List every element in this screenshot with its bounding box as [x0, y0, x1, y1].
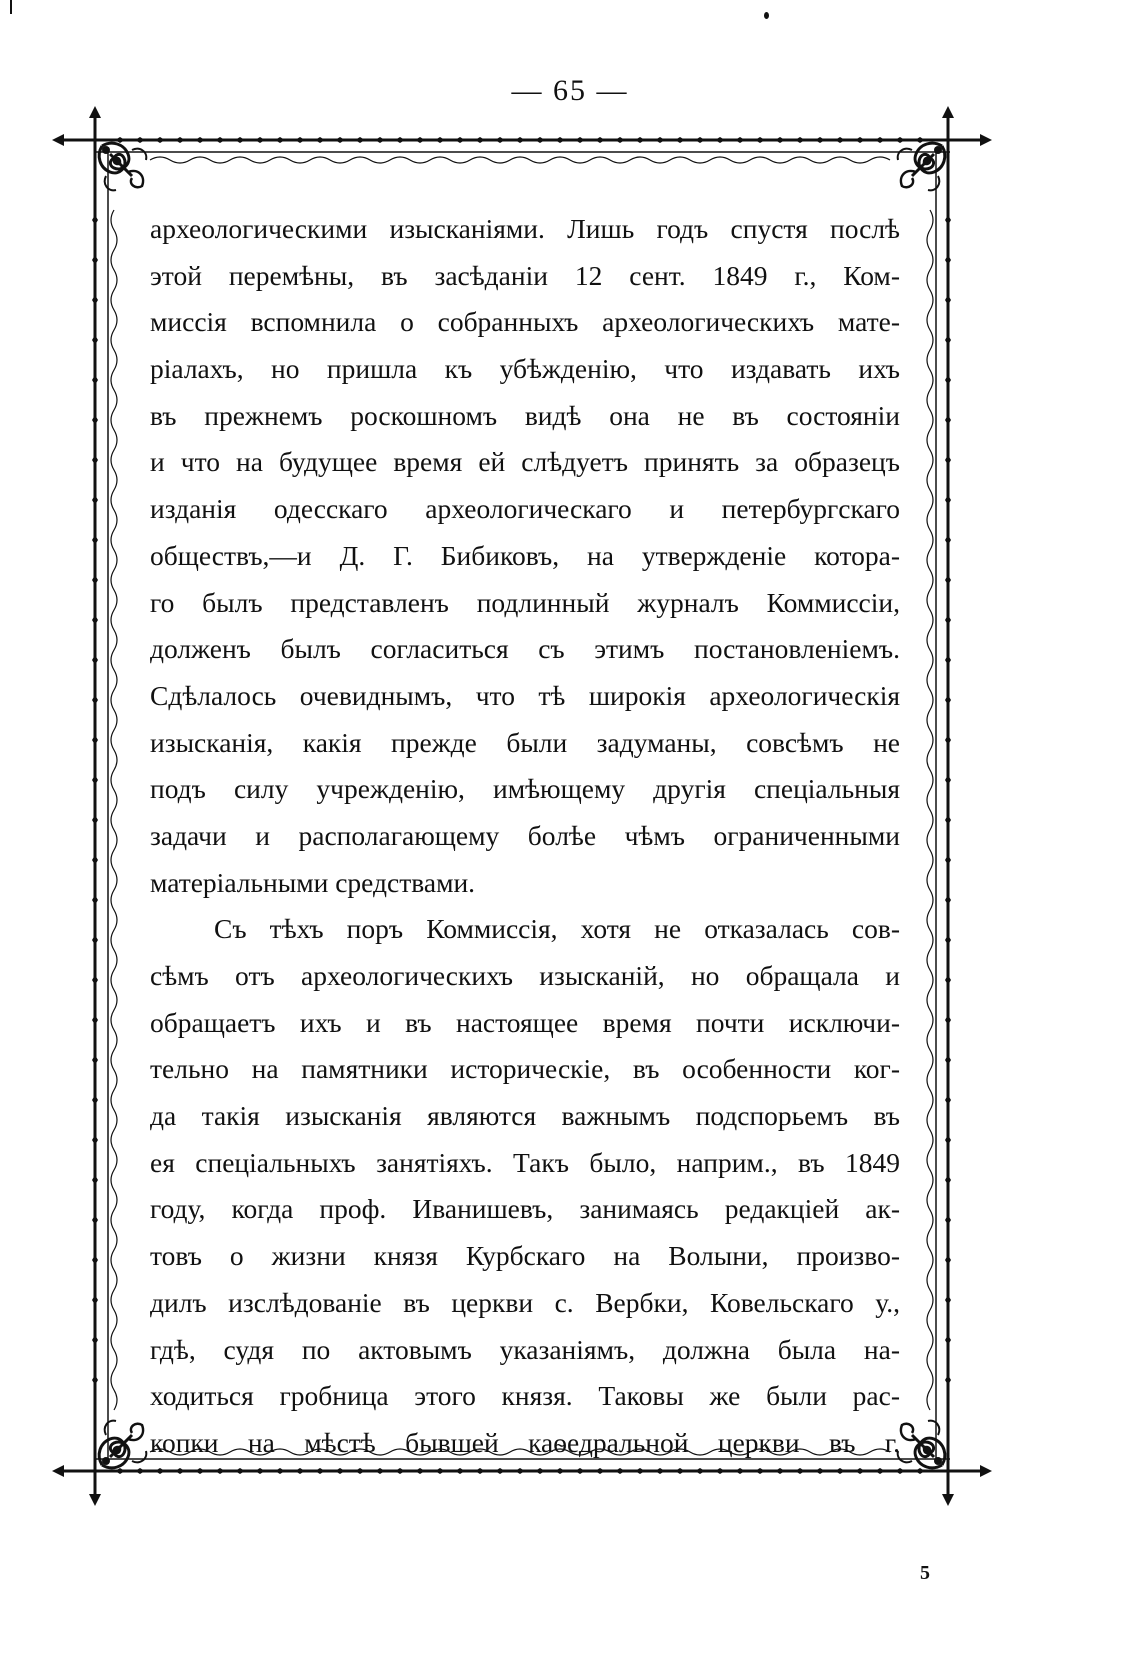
text-line: матеріальными средствами.	[150, 866, 476, 898]
text-line: въ прежнемъ роскошномъ видѣ она не въ состояніи	[150, 399, 900, 431]
left-rule	[95, 112, 108, 1500]
paragraph-start-line: Съ тѣхъ поръ Коммиссія, хотя не отказалась сов-	[214, 913, 900, 945]
text-line: гдѣ, судя по актовымъ указаніямъ, должна была на-	[150, 1333, 900, 1365]
body-text	[150, 206, 900, 1467]
text-line: изданія одесскаго археологическаго и петербургскаго	[150, 493, 900, 525]
text-line: миссія вспомнила о собранныхъ археологическихъ мате-	[150, 306, 900, 338]
text-line: тельно на памятники историческіе, въ особенности ког-	[150, 1053, 900, 1085]
inner-wave-top	[150, 157, 890, 163]
text-line: обращаетъ ихъ и въ настоящее время почти исключи-	[150, 1006, 900, 1038]
top-rule	[58, 140, 986, 152]
text-line: долженъ былъ согласиться съ этимъ постановленіемъ.	[150, 633, 900, 665]
text-line: го былъ представленъ подлинный журналъ Коммиссіи,	[150, 586, 900, 618]
text-line: году, когда проф. Иванишевъ, занимаясь редакціей ак-	[150, 1193, 900, 1225]
text-line: ея спеціальныхъ занятіяхъ. Такъ было, наприм., въ 1849	[150, 1146, 900, 1178]
corner-ornament-top-left	[99, 143, 146, 190]
printer-signature-mark: 5	[920, 1562, 930, 1584]
page-number: — 65 —	[511, 74, 629, 107]
text-line: ходиться гробница этого князя. Таковы же были рас-	[150, 1380, 900, 1412]
corner-ornament-bottom-right	[898, 1421, 945, 1468]
text-line: дилъ изслѣдованіе въ церкви с. Вербки, Ковельскаго у.,	[150, 1286, 900, 1318]
corner-ornament-top-right	[898, 143, 945, 190]
inner-wave-left	[111, 210, 117, 1410]
text-line: ріалахъ, но пришла къ убѣжденію, что издавать ихъ	[150, 353, 900, 385]
text-line: задачи и располагающему болѣе чѣмъ ограниченными	[150, 819, 900, 851]
text-line: археологическими изысканіями. Лишь годъ спустя послѣ	[150, 213, 900, 244]
text-line: сѣмъ отъ археологическихъ изысканій, но обращала и	[150, 960, 900, 991]
text-line: этой перемѣны, въ засѣданіи 12 сент. 1849 г., Ком-	[150, 259, 900, 291]
text-line: обществъ,—и Д. Г. Бибиковъ, на утвержденіе котора-	[150, 539, 900, 571]
inner-wave-right	[927, 210, 933, 1410]
text-line: да такія изысканія являются важнымъ подспорьемъ въ	[150, 1100, 900, 1132]
text-line: копки на мѣстѣ бывшей каѳедральной церкви въ г.	[150, 1426, 900, 1458]
text-line: изысканія, какія прежде были задуманы, совсѣмъ не	[150, 726, 900, 758]
corner-ornament-bottom-left	[99, 1421, 146, 1468]
text-line: подъ силу учрежденію, имѣющему другія спеціальныя	[150, 773, 900, 805]
text-line: товъ о жизни князя Курбскаго на Волыни, произво-	[150, 1240, 900, 1272]
right-rule	[936, 112, 948, 1500]
text-line: и что на будущее время ей слѣдуетъ принять за образецъ	[150, 446, 900, 478]
text-line: Сдѣлалось очевиднымъ, что тѣ широкія археологическія	[150, 679, 900, 711]
